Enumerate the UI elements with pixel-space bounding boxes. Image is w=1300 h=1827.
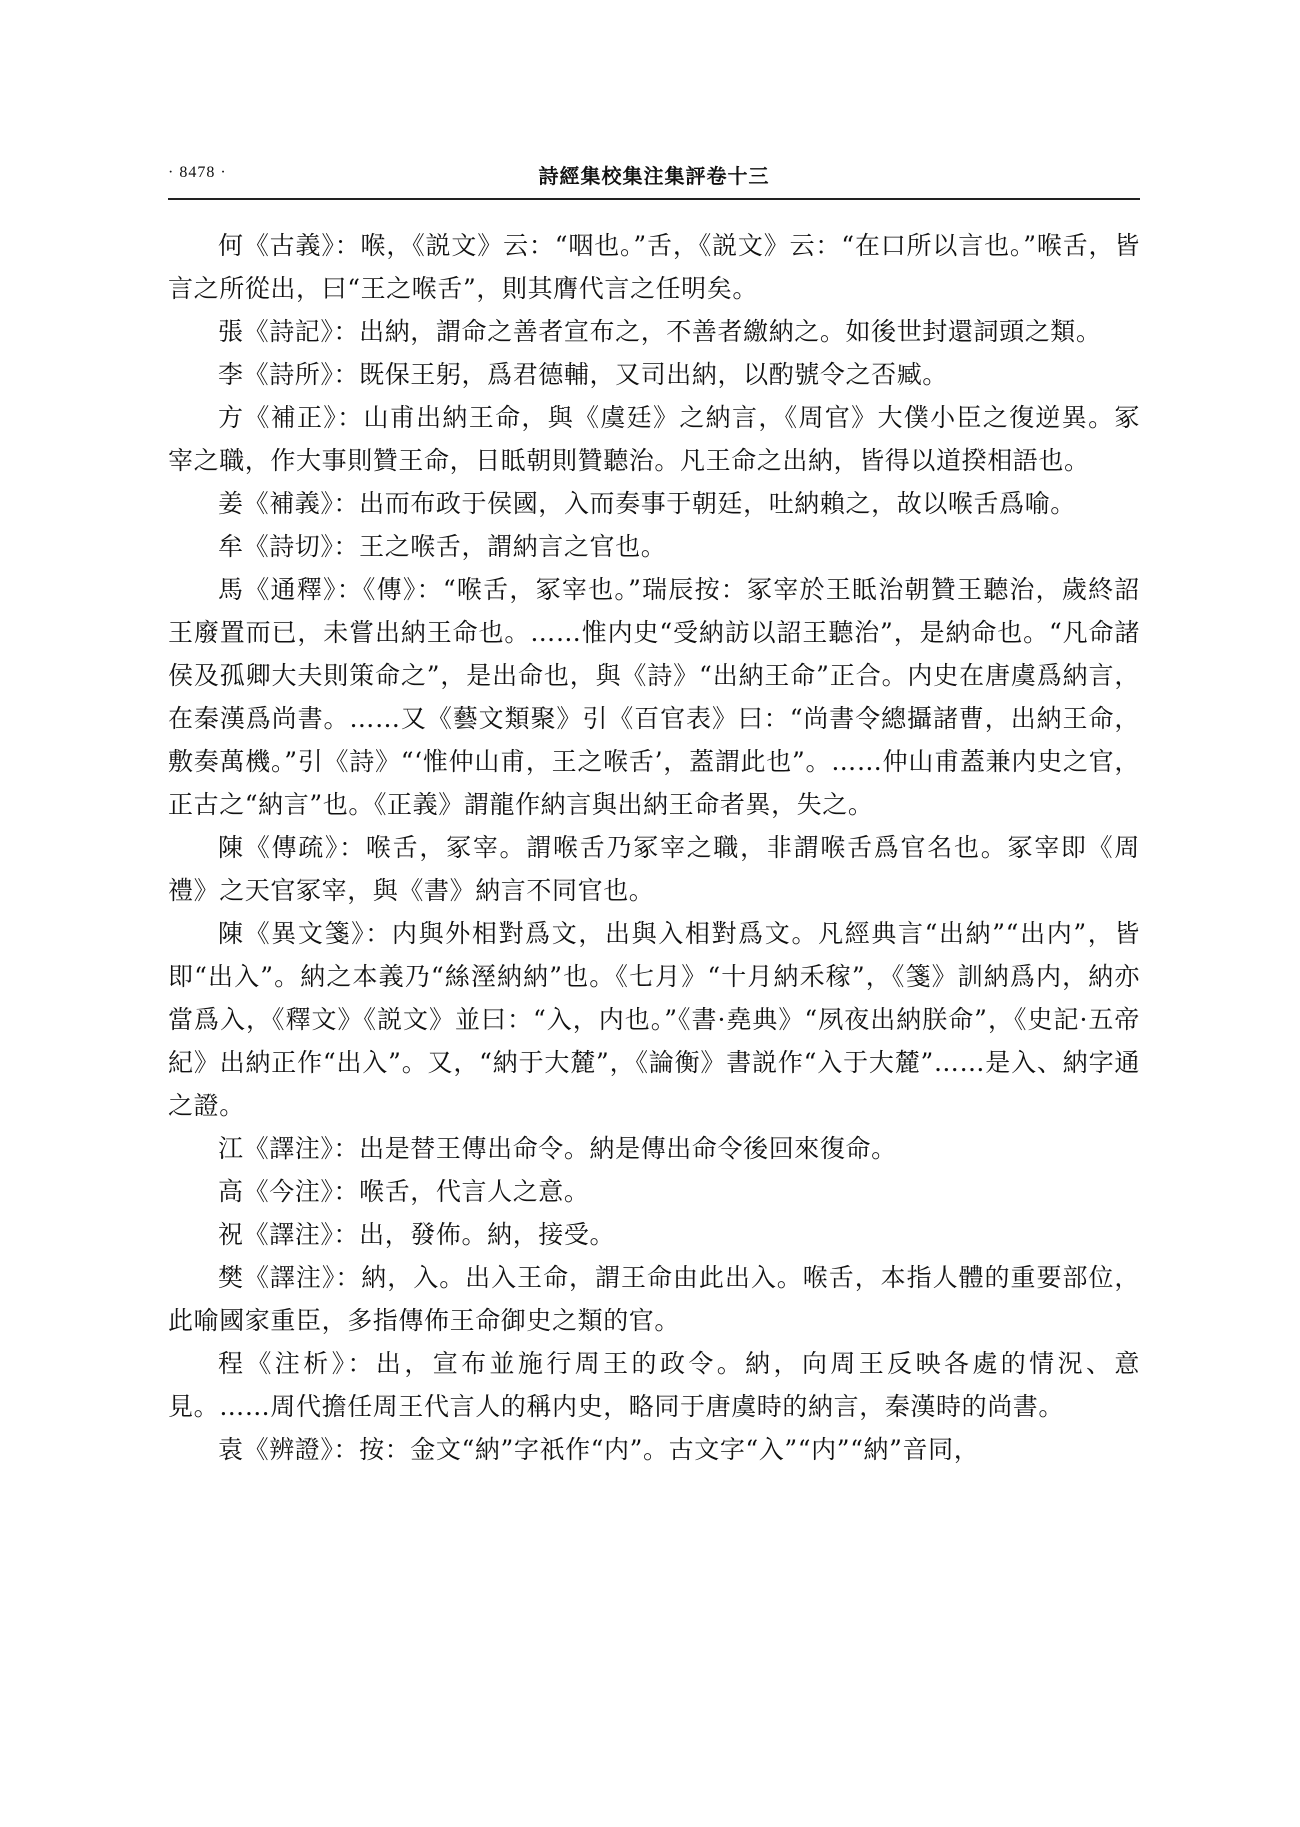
header-rule: [168, 198, 1140, 200]
paragraph-gao-jinzhu: 高《今注》：喉舌，代言人之意。: [218, 1177, 590, 1206]
paragraph-zhu-yizhu: 祝《譯注》：出，發佈。納，接受。: [218, 1220, 616, 1249]
page-number: · 8478 ·: [168, 164, 227, 181]
paragraph-cheng-zhuxi: 程《注析》：出，宣布並施行周王的政令。納，向周王反映各處的情況、意見。……周代擔任周王代言人的稱内史，略同于唐虞時的納言，秦漢時的尚書。: [168, 1349, 1140, 1421]
paragraph-zhang-shiji: 張《詩記》：出納，謂命之善者宣布之，不善者繳納之。如後世封還詞頭之類。: [218, 317, 1102, 346]
paragraph-jiang-yizhu: 江《譯注》：出是替王傳出命令。納是傳出命令後回來復命。: [218, 1134, 897, 1163]
paragraph-mou-shiqie: 牟《詩切》：王之喉舌，謂納言之官也。: [218, 532, 667, 561]
page-header: [168, 160, 1140, 194]
paragraph-chen-yiwenjian: 陳《異文箋》：内與外相對爲文，出與入相對爲文。凡經典言“出納”“出内”，皆即“出入”。納之本義乃“絲溼納納”也。《七月》“十月納禾稼”，《箋》訓納爲内，納亦當爲入，《釋文》《説文》並曰：“入，内也。”《書·堯典》“夙夜出納朕命”，《史記·五帝紀》出納正作“出入”。又，“納于大麓”，《論衡》書説作“入于大麓”……是入、納字通之證。: [168, 919, 1140, 1120]
paragraph-fang-buzheng: 方《補正》：山甫出納王命，與《虞廷》之納言，《周官》大僕小臣之復逆異。冢宰之職，作大事則贊王命，日眡朝則贊聽治。凡王命之出納，皆得以道揆相語也。: [168, 403, 1140, 475]
body-text: [168, 224, 1140, 1471]
paragraph-fan-yizhu: 樊《譯注》：納，入。出入王命，謂王命由此出入。喉舌，本指人體的重要部位，此喻國家重臣，多指傳佈王命御史之類的官。: [168, 1263, 1140, 1335]
paragraph-yuan-bianzheng: 袁《辨證》：按：金文“納”字祇作“内”。古文字“入”“内”“納”音同，: [218, 1435, 980, 1464]
paragraph-chen-zhuanshu: 陳《傳疏》：喉舌，冢宰。謂喉舌乃冢宰之職，非謂喉舌爲官名也。冢宰即《周禮》之天官冢宰，與《書》納言不同官也。: [168, 833, 1140, 905]
paragraph-ma-tongshi: 馬《通釋》：《傳》：“喉舌，冢宰也。”瑞辰按：冢宰於王眡治朝贊王聽治，歲終詔王廢置而已，未嘗出納王命也。……惟内史“受納訪以詔王聽治”，是納命也。“凡命諸侯及孤卿大夫則策命之”，是出命也，與《詩》“出納王命”正合。内史在唐虞爲納言，在秦漢爲尚書。……又《藝文類聚》引《百官表》曰：“尚書令總攝諸曹，出納王命，敷奏萬機。”引《詩》“‘惟仲山甫，王之喉舌’，蓋謂此也”。……仲山甫蓋兼内史之官，正古之“納言”也。《正義》謂龍作納言與出納王命者異，失之。: [168, 575, 1140, 819]
paragraph-he-guyi: 何《古義》：喉，《説文》云：“咽也。”舌，《説文》云：“在口所以言也。”喉舌，皆言之所從出，曰“王之喉舌”，則其膺代言之任明矣。: [168, 231, 1140, 303]
running-title: 詩經集校集注集評卷十三: [538, 164, 770, 188]
paragraph-li-shisuo: 李《詩所》：既保王躬，爲君德輔，又司出納，以酌號令之否臧。: [218, 360, 948, 389]
paragraph-jiang-buyi: 姜《補義》：出而布政于侯國，入而奏事于朝廷，吐納賴之，故以喉舌爲喻。: [218, 489, 1076, 518]
